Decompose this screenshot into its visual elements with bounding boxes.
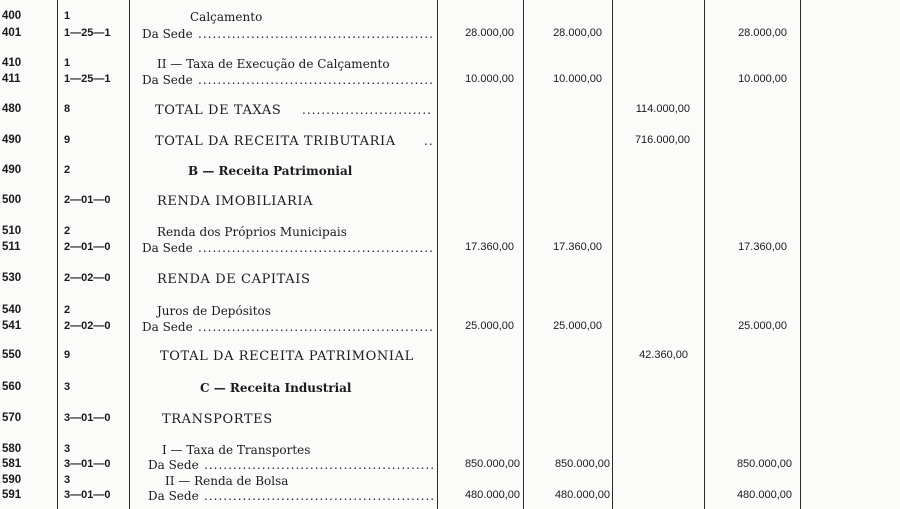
account-code: 1—25—1: [64, 73, 111, 85]
rule-line: [57, 0, 58, 509]
amount-col4: 28.000,00: [738, 27, 787, 39]
amount-col2: 10.000,00: [553, 73, 602, 85]
item-description: TOTAL DA RECEITA PATRIMONIAL: [160, 349, 414, 364]
leader-dots: [302, 103, 432, 117]
amount-col1: 25.000,00: [465, 320, 514, 332]
leader-dots: [198, 73, 432, 87]
line-number: 510: [2, 225, 22, 237]
item-description: Da Sede: [142, 241, 193, 255]
amount-col2: 480.000,00: [554, 489, 610, 501]
line-number: 400: [2, 10, 22, 22]
leader-dots: [204, 489, 434, 503]
amount-col2: 28.000,00: [553, 27, 602, 39]
account-code: 9: [64, 134, 71, 146]
amount-col1: 17.360,00: [465, 241, 514, 253]
item-description: Da Sede: [148, 489, 199, 503]
amount-col1: 10.000,00: [465, 73, 514, 85]
leader-dots: [198, 320, 432, 334]
item-description: Calçamento: [190, 10, 263, 24]
amount-col4: 17.360,00: [738, 241, 787, 253]
line-number: 581: [2, 458, 22, 470]
item-description: I — Taxa de Transportes: [162, 443, 311, 457]
line-number: 580: [2, 443, 22, 455]
account-code: 9: [64, 349, 71, 361]
item-description: Da Sede: [142, 320, 193, 334]
account-code: 3—01—0: [64, 458, 111, 470]
line-number: 401: [2, 27, 22, 39]
section-heading: C — Receita Industrial: [200, 381, 352, 395]
rule-line: [437, 0, 438, 509]
account-code: 3—01—0: [64, 489, 111, 501]
amount-col4: 10.000,00: [738, 73, 787, 85]
account-code: 2—02—0: [64, 272, 111, 284]
amount-col3: 42.360,00: [639, 349, 688, 361]
line-number: 411: [2, 73, 21, 85]
item-description: II — Renda de Bolsa: [165, 474, 289, 488]
amount-col3: 716.000,00: [634, 134, 690, 146]
item-description: Da Sede: [142, 27, 193, 41]
line-number: 541: [2, 320, 22, 332]
rule-line: [129, 0, 130, 509]
line-number: 410: [2, 57, 22, 69]
account-code: 1: [64, 57, 71, 69]
amount-col1: 28.000,00: [465, 27, 514, 39]
line-number: 530: [2, 272, 22, 284]
amount-col2: 25.000,00: [553, 320, 602, 332]
amount-col1: 480.000,00: [464, 489, 520, 501]
leader-dots: [198, 241, 432, 255]
account-code: 1—25—1: [64, 27, 111, 39]
account-code: 2—01—0: [64, 194, 111, 206]
account-code: 1: [64, 10, 71, 22]
account-code: 2: [64, 164, 71, 176]
item-description: Da Sede: [142, 73, 193, 87]
amount-col4: 850.000,00: [736, 458, 792, 470]
line-number: 591: [2, 489, 22, 501]
amount-col4: 25.000,00: [738, 320, 787, 332]
line-number: 511: [2, 241, 21, 253]
account-code: 2: [64, 225, 71, 237]
amount-col1: 850.000,00: [464, 458, 520, 470]
line-number: 540: [2, 304, 22, 316]
item-description: RENDA IMOBILIARIA: [157, 194, 314, 209]
amount-col4: 480.000,00: [736, 489, 792, 501]
item-description: Da Sede: [148, 458, 199, 472]
leader-dots: [424, 134, 434, 148]
item-description: TOTAL DE TAXAS: [155, 103, 282, 118]
line-number: 490: [2, 134, 22, 146]
item-description: TRANSPORTES: [162, 412, 273, 427]
account-code: 3: [64, 443, 71, 455]
line-number: 560: [2, 381, 22, 393]
line-number: 490: [2, 164, 22, 176]
line-number: 570: [2, 412, 22, 424]
rule-line: [800, 0, 801, 509]
item-description: RENDA DE CAPITAIS: [157, 272, 311, 287]
section-heading: B — Receita Patrimonial: [188, 164, 353, 178]
leader-dots: [204, 458, 434, 472]
account-code: 8: [64, 103, 71, 115]
item-description: Renda dos Próprios Municipais: [157, 225, 347, 239]
account-code: 3—01—0: [64, 412, 111, 424]
rule-line: [523, 0, 524, 509]
line-number: 590: [2, 474, 22, 486]
account-code: 3: [64, 474, 71, 486]
account-code: 2: [64, 304, 71, 316]
rule-line: [704, 0, 705, 509]
line-number: 550: [2, 349, 22, 361]
rule-line: [612, 0, 613, 509]
item-description: TOTAL DA RECEITA TRIBUTARIA: [155, 134, 396, 149]
account-code: 3: [64, 381, 71, 393]
line-number: 500: [2, 194, 22, 206]
account-code: 2—01—0: [64, 241, 111, 253]
amount-col2: 17.360,00: [553, 241, 602, 253]
amount-col2: 850.000,00: [554, 458, 610, 470]
item-description: Juros de Depósitos: [157, 304, 271, 318]
line-number: 480: [2, 103, 22, 115]
leader-dots: [198, 27, 432, 41]
amount-col3: 114.000,00: [635, 103, 690, 115]
item-description: II — Taxa de Execução de Calçamento: [157, 57, 390, 71]
account-code: 2—02—0: [64, 320, 111, 332]
